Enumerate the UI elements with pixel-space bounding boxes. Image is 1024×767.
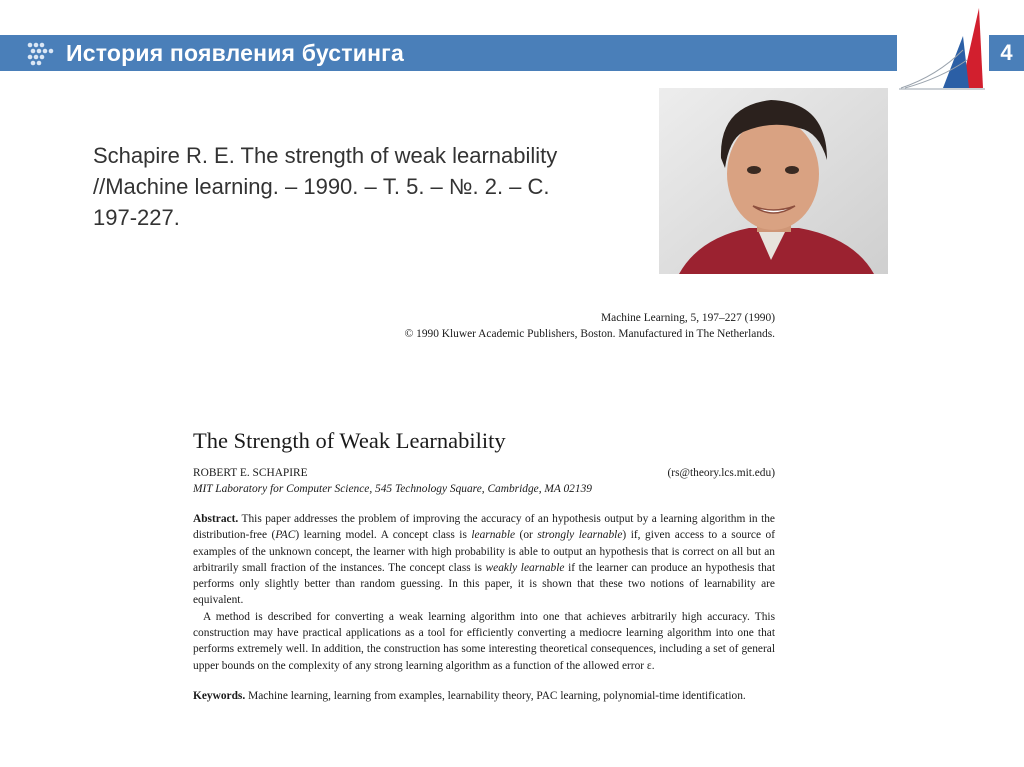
abstract-term-pac: PAC [275,529,296,542]
abstract-term-strongly: strongly learnable [537,529,623,542]
abstract-text-d: ) if, given access to a source of examples of the unknown concept, the learner with high probability is able to output an hypothesis that is correct on all but an arbitrarily small fraction of the instances. The concept class is [193,529,775,574]
slide-title: История появления бустинга [66,40,404,66]
institution-logo-icon [897,6,987,92]
author-name: ROBERT E. SCHAPIRE [193,467,308,479]
abstract-text-b: ) learning model. A concept class is [295,529,472,542]
author-email: (rs@theory.lcs.mit.edu) [667,467,775,479]
keywords-label: Keywords. [193,689,246,702]
journal-line: Machine Learning, 5, 197–227 (1990) [601,312,775,324]
dots-logo-icon [26,39,60,67]
citation-text: Schapire R. E. The strength of weak learnability //Machine learning. – 1990. – Т. 5. – №. 2. – С. 197-227. [93,143,558,230]
author-affiliation: MIT Laboratory for Computer Science, 545 Technology Square, Cambridge, MA 02139 [193,483,592,495]
portrait-photo [659,88,888,274]
keywords-paragraph [193,688,775,704]
paper-excerpt [193,310,775,704]
abstract-paragraph-2: A method is described for converting a weak learning algorithm into one that achieves arbitrarily high accuracy. This construction may have practical applications as a tool for efficiently converting a mediocre learning algorithm into one that performs extremely well. In addition, the construction has some interesting theoretical consequences, including a set of general upper bounds on the complexity of any strong learning algorithm as a function of the allowed error ε. [193,610,775,672]
slide-header-bar [0,35,897,71]
abstract-text-a: This paper addresses the problem of improving the accuracy of an hypothesis output by a learning algorithm in the distribution-free ( [193,513,775,542]
copyright-line: © 1990 Kluwer Academic Publishers, Boston. Manufactured in The Netherlands. [404,328,775,340]
paper-title: The Strength of Weak Learnability [193,428,506,453]
abstract-term-weakly: weakly learnable [485,561,565,574]
abstract-label: Abstract. [193,513,239,525]
keywords-text: Machine learning, learning from examples, learnability theory, PAC learning, polynomial-time identification. [245,689,746,702]
abstract-text-e: if the learner can produce an hypothesis that performs only slightly better than random guessing. In this paper, it is shown that these two notions of learnability are equivalent. [193,561,775,607]
page-number: 4 [989,35,1024,71]
abstract-term-learnable: learnable [471,529,516,542]
abstract-paragraph-1 [193,511,775,609]
author-row [193,465,775,481]
abstract-text-c: (or [515,529,538,542]
